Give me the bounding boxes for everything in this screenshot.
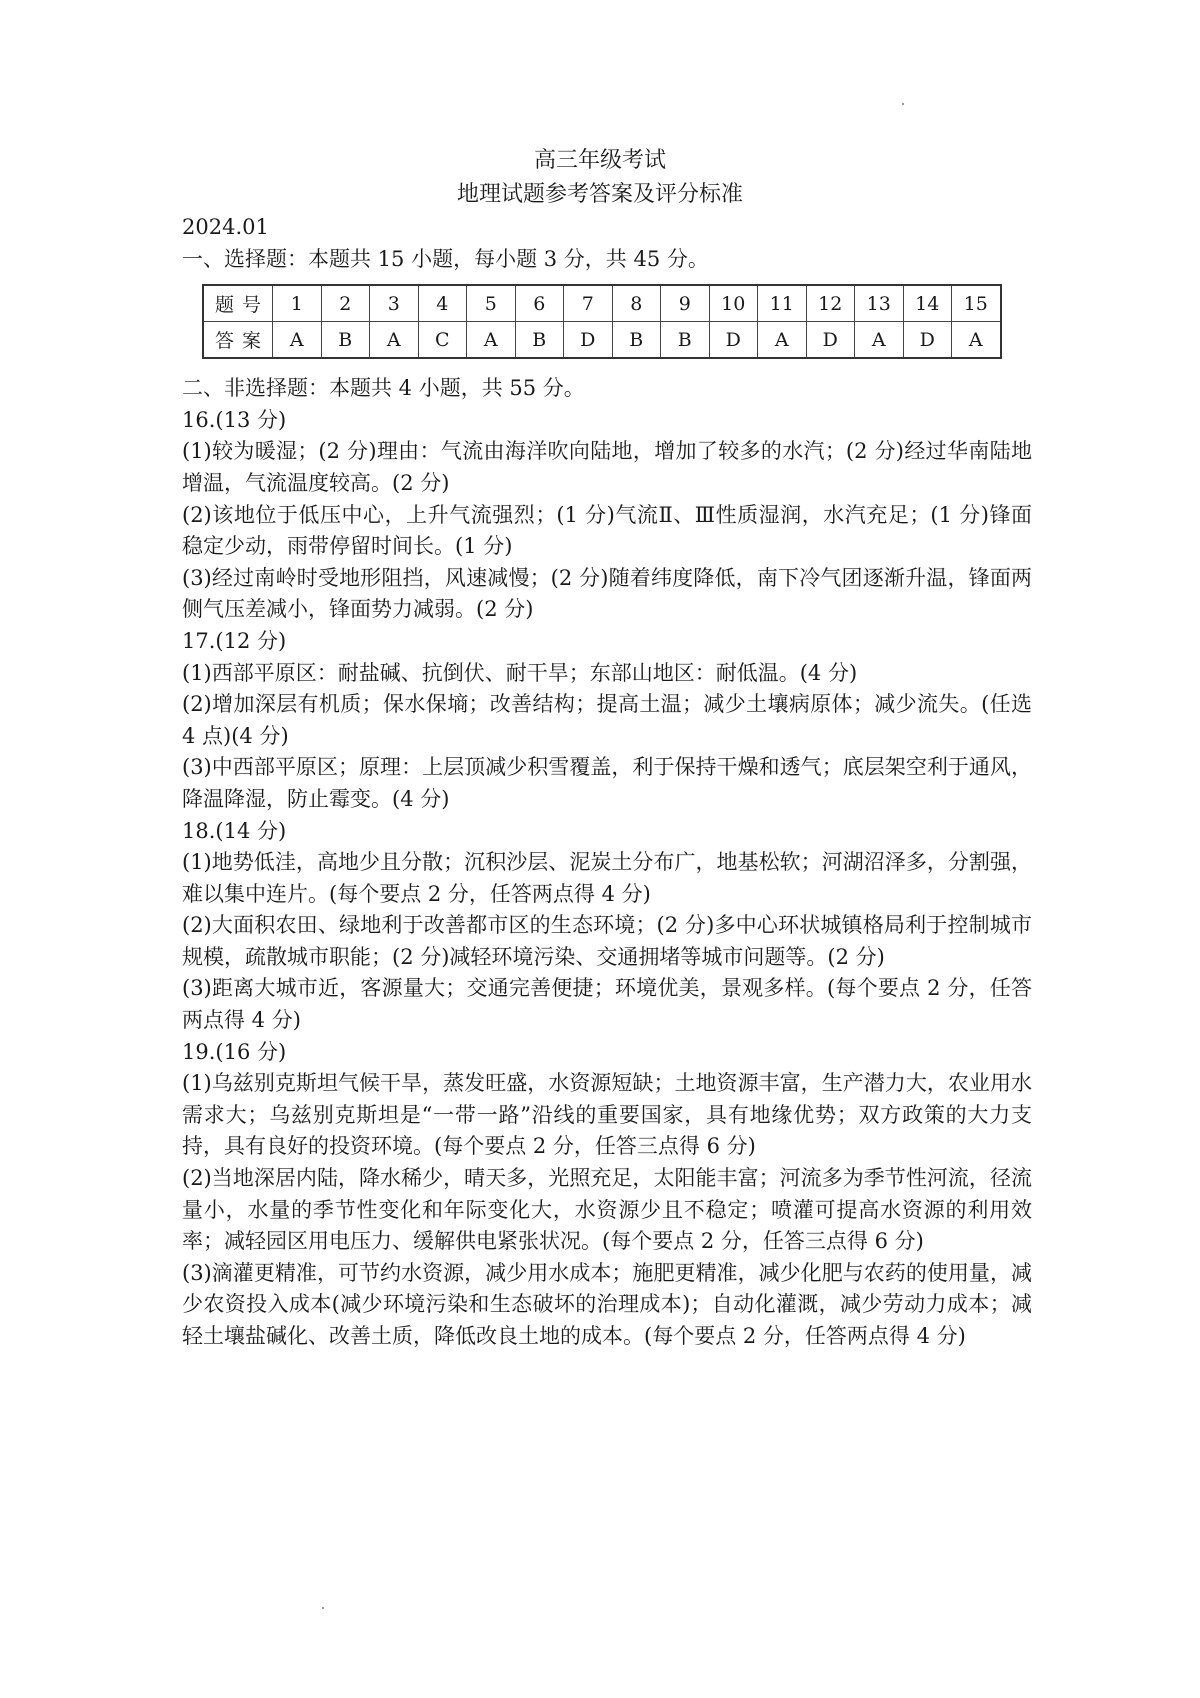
table-cell: 10 — [709, 285, 758, 322]
question-18-part-2: (2)大面积农田、绿地利于改善都市区的生态环境；(2 分)多中心环状城镇格局利于控制城市规模，疏散城市职能；(2 分)减轻环境污染、交通拥堵等城市问题等。(2 分) — [182, 913, 1032, 969]
table-cell: B — [612, 322, 661, 359]
page-subtitle: 地理试题参考答案及评分标准 — [456, 182, 743, 207]
table-cell: B — [515, 322, 564, 359]
table-cell: 13 — [855, 285, 904, 322]
question-19-part-1: (1)乌兹别克斯坦气候干旱，蒸发旺盛，水资源短缺；土地资源丰富，生产潜力大，农业用水需求大；乌兹别克斯坦是“一带一路”沿线的重要国家，具有地缘优势；双方政策的大力支持，具有良好的投资环境。(每个要点 2 分，任答三点得 6 分) — [182, 1071, 1032, 1159]
question-17-part-3: (3)中西部平原区；原理：上层顶减少积雪覆盖，利于保持干燥和透气；底层架空利于通风，降温降湿，防止霉变。(4 分) — [182, 755, 1032, 811]
question-19-label: 19.(16 分) — [182, 1039, 287, 1064]
table-cell: D — [709, 322, 758, 359]
table-cell: C — [418, 322, 467, 359]
table-cell: 4 — [418, 285, 467, 322]
question-16-part-2: (2)该地位于低压中心，上升气流强烈；(1 分)气流Ⅱ、Ⅲ性质湿润，水汽充足；(1 分)锋面稳定少动，雨带停留时间长。(1 分) — [182, 502, 1032, 559]
table-cell: D — [903, 322, 952, 359]
table-cell: 8 — [612, 285, 661, 322]
table-cell: 9 — [661, 285, 710, 322]
table-cell: A — [467, 322, 516, 359]
table-cell: 2 — [321, 285, 370, 322]
row-label-answer: 答案 — [203, 322, 273, 359]
table-cell: 7 — [564, 285, 613, 322]
table-cell: D — [806, 322, 855, 359]
page-title: 高三年级考试 — [533, 148, 666, 173]
question-18-label: 18.(14 分) — [182, 818, 287, 843]
table-row-numbers — [203, 285, 1001, 322]
table-cell: 14 — [903, 285, 952, 322]
table-cell: 1 — [273, 285, 322, 322]
table-cell: D — [564, 322, 613, 359]
table-cell: B — [321, 322, 370, 359]
table-cell: 11 — [758, 285, 807, 322]
table-cell: 5 — [467, 285, 516, 322]
title-block — [0, 144, 1200, 212]
table-cell: A — [952, 322, 1001, 359]
question-18-part-3: (3)距离大城市近，客源量大；交通完善便捷；环境优美，景观多样。(每个要点 2 分，任答两点得 4 分) — [182, 976, 1032, 1033]
table-cell: 12 — [806, 285, 855, 322]
table-cell: 3 — [370, 285, 419, 322]
table-cell: A — [370, 322, 419, 359]
table-row-answers — [203, 322, 1001, 359]
section1-heading: 一、选择题：本题共 15 小题，每小题 3 分，共 45 分。 — [182, 246, 709, 271]
scan-speck — [902, 103, 904, 105]
document-body — [182, 212, 1032, 1353]
exam-date: 2024.01 — [182, 215, 269, 239]
question-16-part-3: (3)经过南岭时受地形阻挡，风速减慢；(2 分)随着纬度降低，南下冷气团逐渐升温，锋面两侧气压差减小，锋面势力减弱。(2 分) — [182, 565, 1032, 622]
table-cell: B — [661, 322, 710, 359]
question-19-part-2: (2)当地深居内陆，降水稀少，晴天多，光照充足，太阳能丰富；河流多为季节性河流，径流量小，水量的季节性变化和年际变化大，水资源少且不稳定；喷灌可提高水资源的利用效率；减轻园区用电压力、缓解供电紧张状况。(每个要点 2 分，任答三点得 6 分) — [182, 1166, 1032, 1254]
question-17-part-1: (1)西部平原区：耐盐碱、抗倒伏、耐干旱；东部山地区：耐低温。(4 分) — [182, 660, 858, 685]
table-cell: 6 — [515, 285, 564, 322]
answer-table — [202, 284, 1002, 359]
question-16-part-1: (1)较为暖湿；(2 分)理由：气流由海洋吹向陆地，增加了较多的水汽；(2 分)经过华南陆地增温，气流温度较高。(2 分) — [182, 439, 1032, 495]
question-16-label: 16.(13 分) — [182, 407, 287, 432]
table-cell: 15 — [952, 285, 1001, 322]
question-17-label: 17.(12 分) — [182, 628, 287, 653]
question-19-part-3: (3)滴灌更精准，可节约水资源，减少用水成本；施肥更精准，减少化肥与农药的使用量，减少农资投入成本(减少环境污染和生态破坏的治理成本)；自动化灌溉，减少劳动力成本；减轻土壤盐碱化、改善土质，降低改良土地的成本。(每个要点 2 分，任答两点得 4 分) — [182, 1260, 1032, 1348]
table-cell: A — [758, 322, 807, 359]
table-cell: A — [855, 322, 904, 359]
scan-speck — [322, 1607, 324, 1609]
table-cell: A — [273, 322, 322, 359]
question-18-part-1: (1)地势低洼，高地少且分散；沉积沙层、泥炭土分布广，地基松软；河湖沼泽多，分割强，难以集中连片。(每个要点 2 分，任答两点得 4 分) — [182, 850, 1032, 906]
section2-heading: 二、非选择题：本题共 4 小题，共 55 分。 — [182, 376, 585, 401]
question-17-part-2: (2)增加深层有机质；保水保墒；改善结构；提高土温；减少土壤病原体；减少流失。(任选 4 点)(4 分) — [182, 692, 1032, 748]
row-label-number: 题号 — [203, 285, 273, 322]
